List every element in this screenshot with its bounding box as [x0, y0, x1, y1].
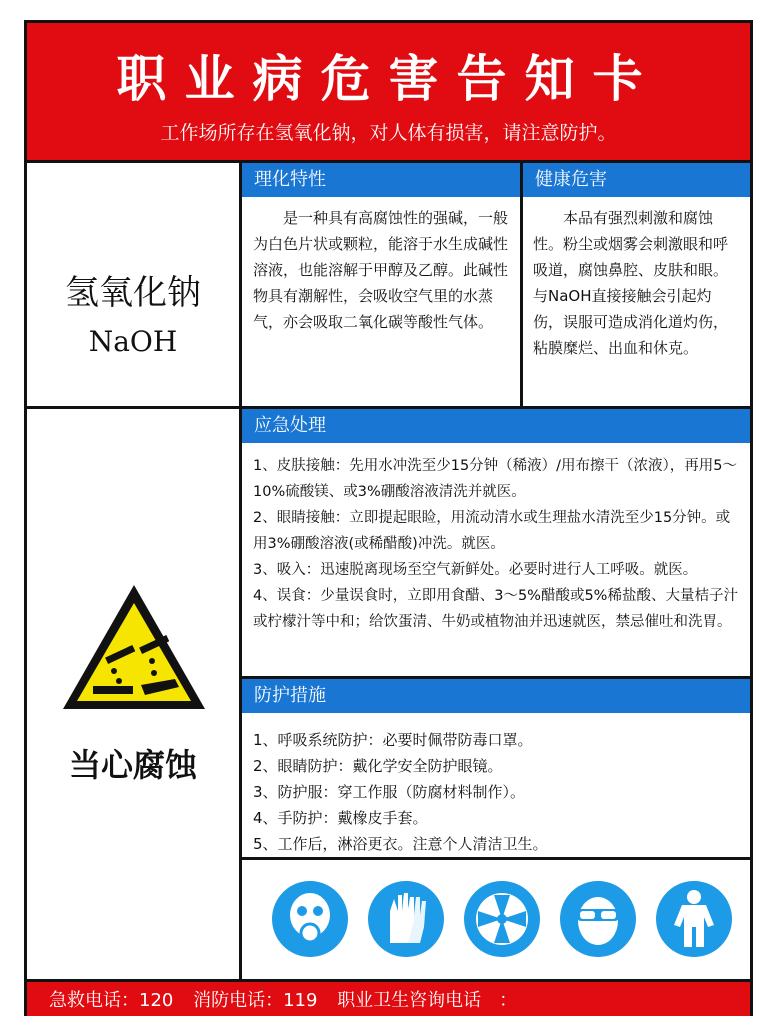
card-title: 职业病危害告知卡 — [116, 50, 661, 108]
top-section-divider — [520, 160, 523, 408]
header-banner — [27, 23, 750, 163]
protection-item: 2、眼睛防护：戴化学安全防护眼镜。 — [253, 757, 503, 775]
row-divider-3 — [239, 857, 750, 860]
footer-bar — [27, 979, 750, 1016]
consult-phone: 职业卫生咨询电话 ： — [337, 990, 518, 1011]
protection-list — [253, 727, 741, 857]
section-header-emergency: 应急处理 — [242, 409, 750, 443]
corrosion-warning-icon — [59, 581, 209, 713]
gas-mask-icon — [272, 881, 348, 957]
protection-item: 4、手防护：戴橡皮手套。 — [253, 809, 428, 827]
emergency-item: 3、吸入：迅速脱离现场至空气新鲜处。必要时进行人工呼吸。就医。 — [253, 562, 698, 578]
health-text: 本品有强烈刺激和腐蚀性。粉尘或烟雾会刺激眼和呼吸道，腐蚀鼻腔、皮肤和眼。与NaOH直接接触会引起灼伤，误服可造成消化道灼伤，粘膜糜烂、出血和休克。 — [533, 209, 729, 357]
protection-item: 5、工作后，淋浴更衣。注意个人清洁卫生。 — [253, 835, 548, 853]
warning-label: 当心腐蚀 — [68, 746, 197, 784]
section-header-protection: 防护措施 — [242, 679, 750, 713]
chemical-name: 氢氧化钠 — [65, 273, 201, 313]
protective-suit-icon — [656, 881, 732, 957]
emergency-item: 2、眼睛接触：立即提起眼睑，用流动清水或生理盐水清洗至少15分钟。或用3%硼酸溶液(或稀醋酸)冲洗。就医。 — [253, 510, 731, 552]
emergency-item: 1、皮肤接触：先用水冲洗至少15分钟（稀液）/用布擦干（浓液），再用5～10%硫酸镁、或3%硼酸溶液清洗并就医。 — [253, 458, 738, 500]
protection-item: 1、呼吸系统防护：必要时佩带防毒口罩。 — [253, 731, 533, 749]
physchem-text: 是一种具有高腐蚀性的强碱，一般为白色片状或颗粒，能溶于水生成碱性溶液，也能溶解于甲醇及乙醇。此碱性物具有潮解性，会吸收空气里的水蒸气，亦会吸取二氧化碳等酸性气体。 — [253, 209, 509, 331]
section-header-health: 健康危害 — [523, 163, 750, 197]
ventilation-fan-icon — [464, 881, 540, 957]
emergency-item: 4、误食：少量误食时，立即用食醋、3～5%醋酸或5%稀盐酸、大量桔子汁或柠檬汁等中和；给饮蛋清、牛奶或植物油并迅速就医，禁忌催吐和洗胃。 — [253, 588, 738, 630]
section-header-physchem: 理化特性 — [242, 163, 520, 197]
hazard-notice-card — [24, 20, 753, 1016]
protection-item: 3、防护服：穿工作服（防腐材料制作）。 — [253, 783, 526, 801]
fire-phone: 消防电话：119 — [193, 990, 318, 1011]
goggles-icon — [560, 881, 636, 957]
gloves-icon — [368, 881, 444, 957]
card-subtitle: 工作场所存在氢氧化钠，对人体有损害，请注意防护。 — [160, 122, 617, 144]
chemical-formula: NaOH — [88, 325, 178, 358]
first-aid-phone: 急救电话：120 — [49, 990, 174, 1011]
emergency-list — [253, 453, 741, 635]
